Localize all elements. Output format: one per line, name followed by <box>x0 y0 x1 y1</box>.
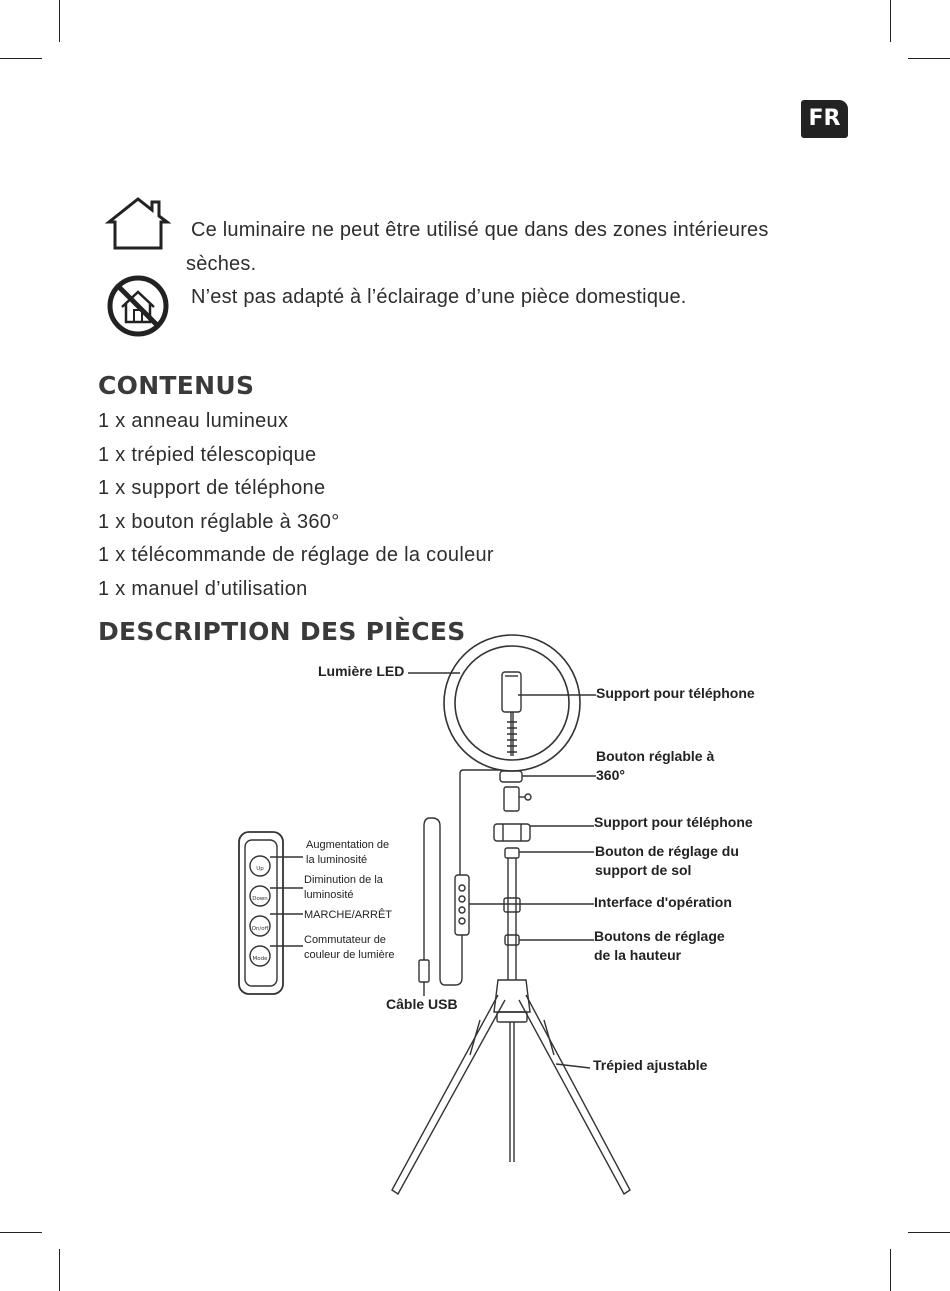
contents-title: CONTENUS <box>98 371 255 400</box>
label-mode-b: couleur de lumière <box>304 949 395 961</box>
label-phone-holder: Support pour téléphone <box>594 814 753 830</box>
label-brightness-down-b: luminosité <box>304 889 354 901</box>
label-floor-knob-b: support de sol <box>595 862 692 878</box>
label-floor-knob-a: Bouton de réglage du <box>595 843 739 859</box>
remote-down-button[interactable]: Down <box>252 896 268 902</box>
language-badge: FR <box>801 100 848 138</box>
parts-title: DESCRIPTION DES PIÈCES <box>98 617 466 646</box>
label-mode-a: Commutateur de <box>304 934 386 946</box>
label-brightness-up-a: Augmentation de <box>306 839 390 851</box>
notice-indoor-only-cont: sèches. <box>186 253 257 275</box>
remote-up-button[interactable]: Up <box>256 866 264 872</box>
label-usb: Câble USB <box>386 996 458 1012</box>
label-knob-360-b: 360° <box>596 767 625 783</box>
list-item: 1 x manuel d’utilisation <box>98 577 308 600</box>
label-tripod: Trépied ajustable <box>593 1057 708 1073</box>
label-interface: Interface d'opération <box>594 894 732 910</box>
list-item: 1 x bouton réglable à 360° <box>98 510 340 533</box>
label-height-b: de la hauteur <box>594 947 682 963</box>
notice-not-domestic: N’est pas adapté à l’éclairage d’une pièce domestique. <box>191 286 687 308</box>
label-power: MARCHE/ARRÊT <box>304 909 393 921</box>
label-brightness-down-a: Diminution de la <box>304 874 383 886</box>
list-item: 1 x anneau lumineux <box>98 410 289 432</box>
notice-indoor-only: Ce luminaire ne peut être utilisé que dans des zones intérieures <box>191 219 769 241</box>
remote-power-button[interactable]: On/off <box>251 926 269 932</box>
label-led: Lumière LED <box>318 663 405 679</box>
label-brightness-up-b: la luminosité <box>306 854 368 866</box>
label-knob-360-a: Bouton réglable à <box>596 748 715 764</box>
list-item: 1 x télécommande de réglage de la couleur <box>98 544 494 567</box>
list-item: 1 x support de téléphone <box>98 477 326 500</box>
label-phone-holder-top: Support pour téléphone <box>596 685 755 701</box>
list-item: 1 x trépied télescopique <box>98 443 317 466</box>
label-height-a: Boutons de réglage <box>594 928 725 944</box>
remote-mode-button[interactable]: Mode <box>252 956 268 962</box>
